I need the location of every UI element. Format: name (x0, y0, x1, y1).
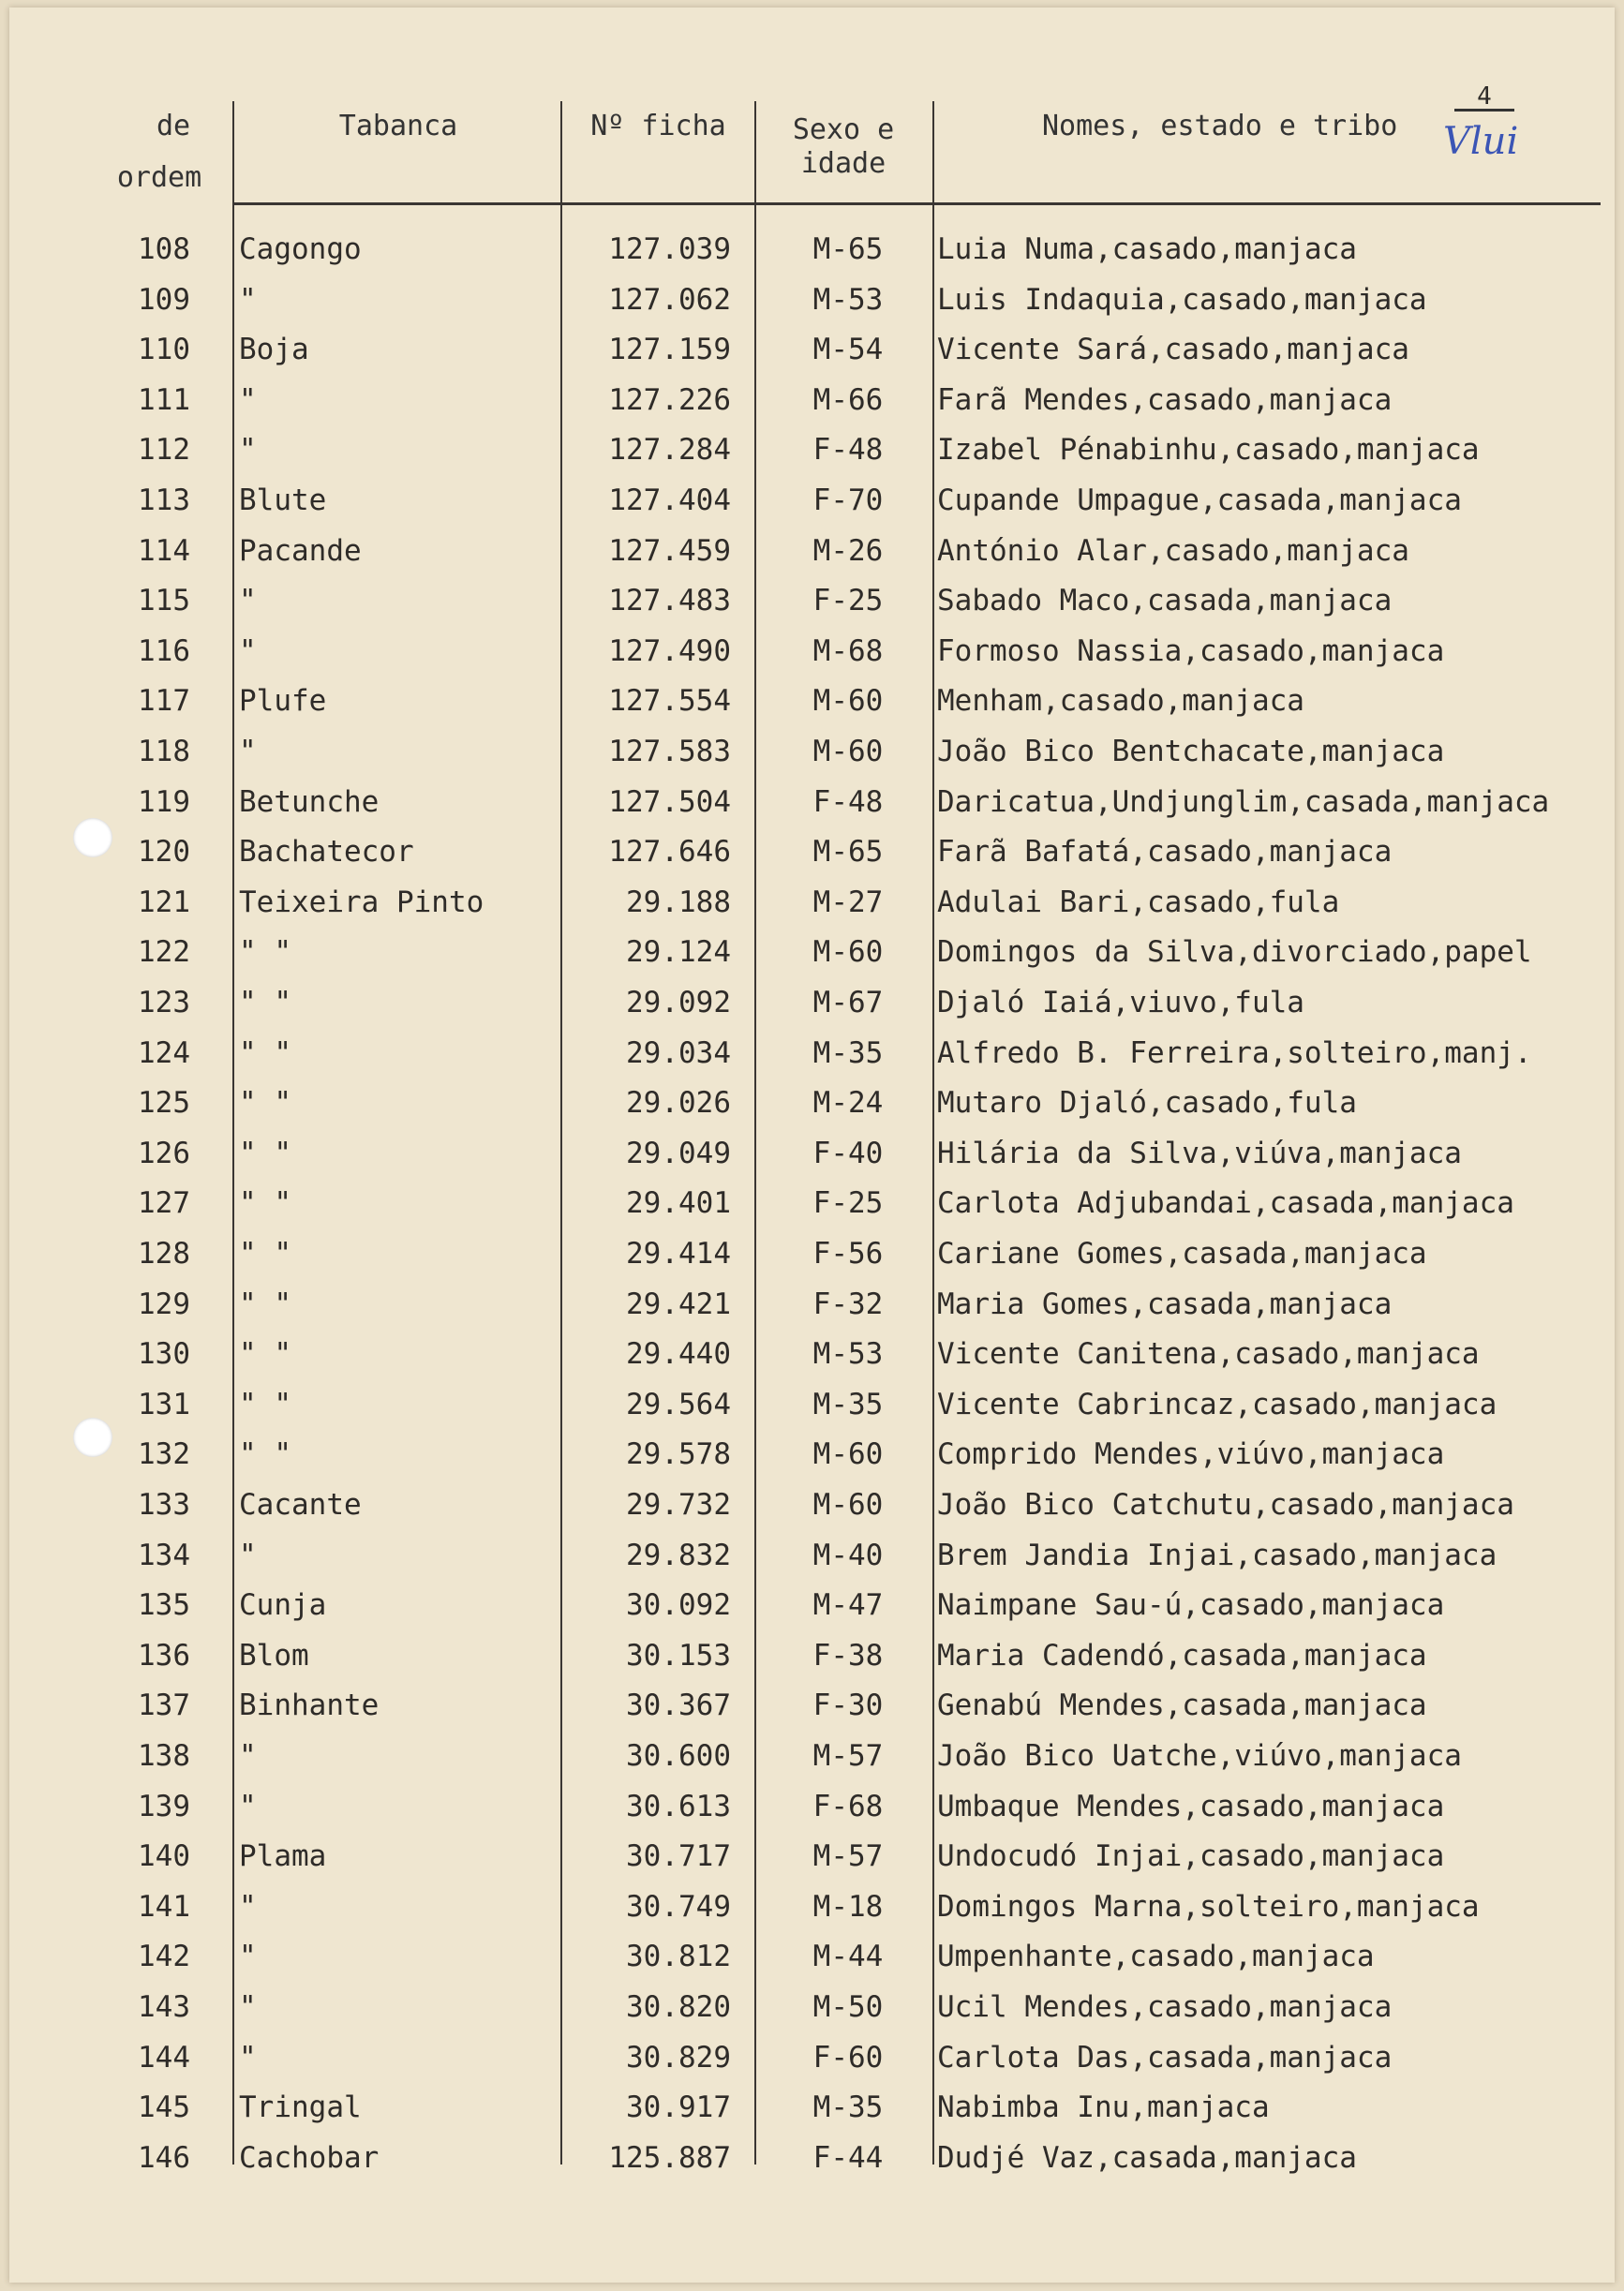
ficha-cell: 29.124 (626, 935, 731, 970)
table-row (9, 1681, 1615, 1732)
table-row (9, 1732, 1615, 1782)
sexo-idade-cell: M-44 (812, 1940, 884, 1974)
ficha-cell: 127.062 (608, 282, 731, 317)
sexo-idade-cell: M-27 (812, 885, 884, 919)
row-number: 114 (138, 533, 190, 568)
tabanca-cell: " " (239, 1237, 291, 1271)
row-number: 127 (138, 1186, 190, 1221)
sexo-idade-cell: M-57 (812, 1839, 884, 1874)
sexo-idade-cell: M-65 (812, 835, 884, 870)
table-row (9, 1882, 1615, 1933)
tabanca-cell: " (239, 433, 257, 468)
table-row (9, 2083, 1615, 2134)
sexo-idade-cell: M-67 (812, 986, 884, 1019)
ficha-cell: 29.732 (626, 1488, 731, 1522)
tabanca-cell: " " (239, 935, 291, 970)
header-ficha: Nº ficha (590, 110, 726, 142)
header-sexo-line1: Sexo e (792, 113, 895, 146)
nome-cell: Cariane Gomes,casada,manjaca (937, 1237, 1427, 1271)
sexo-idade-cell: M-57 (812, 1739, 884, 1773)
ficha-cell: 30.613 (626, 1789, 731, 1823)
header-sexo-line2: idade (800, 147, 886, 180)
table-row (9, 1280, 1615, 1331)
ficha-cell: 30.820 (626, 1990, 731, 2024)
header-order-line2: ordem (116, 161, 202, 194)
tabanca-cell: Cacante (239, 1488, 362, 1522)
table-row (9, 827, 1615, 878)
table-row (9, 627, 1615, 677)
row-number: 122 (138, 935, 190, 970)
table-row (9, 527, 1615, 577)
table-row (9, 1480, 1615, 1531)
tabanca-cell: " " (239, 1035, 291, 1070)
ficha-cell: 127.583 (608, 735, 731, 768)
row-number: 123 (138, 986, 190, 1019)
nome-cell: João Bico Bentchacate,manjaca (937, 735, 1445, 768)
sexo-idade-cell: F-48 (812, 784, 884, 819)
nome-cell: Umpenhante,casado,manjaca (937, 1940, 1375, 1974)
tabanca-cell: " " (239, 1387, 291, 1421)
table-row (9, 1832, 1615, 1882)
tabanca-cell: " (239, 1889, 257, 1924)
nome-cell: Adulai Bari,casado,fula (937, 885, 1340, 919)
table-row (9, 1079, 1615, 1129)
sexo-idade-cell: F-40 (812, 1136, 884, 1170)
ficha-cell: 125.887 (608, 2140, 731, 2175)
tabanca-cell: Cagongo (239, 232, 362, 266)
row-number: 138 (138, 1739, 190, 1773)
ficha-cell: 30.812 (626, 1940, 731, 1974)
tabanca-cell: Teixeira Pinto (239, 885, 484, 919)
tabanca-cell: " (239, 1739, 257, 1773)
ficha-cell: 127.490 (608, 633, 731, 668)
ficha-cell: 30.367 (626, 1688, 731, 1723)
tabanca-cell: " (239, 1990, 257, 2024)
header-rule (232, 202, 1601, 205)
sexo-idade-cell: F-56 (812, 1237, 884, 1271)
sexo-idade-cell: M-60 (812, 735, 884, 768)
tabanca-cell: Boja (239, 333, 309, 367)
table-row (9, 1631, 1615, 1682)
nome-cell: Izabel Pénabinhu,casado,manjaca (937, 433, 1480, 468)
row-number: 110 (138, 333, 190, 367)
sexo-idade-cell: M-47 (812, 1588, 884, 1623)
ficha-cell: 127.284 (608, 433, 731, 468)
ficha-cell: 29.421 (626, 1287, 731, 1321)
nome-cell: Umbaque Mendes,casado,manjaca (937, 1789, 1445, 1823)
table-row (9, 576, 1615, 627)
table-row (9, 1531, 1615, 1582)
tabanca-cell: Blom (239, 1638, 309, 1673)
tabanca-cell: " (239, 282, 257, 317)
nome-cell: António Alar,casado,manjaca (937, 533, 1409, 568)
table-row (9, 1229, 1615, 1280)
ficha-cell: 29.414 (626, 1237, 731, 1271)
row-number: 140 (138, 1839, 190, 1874)
table-row (9, 1581, 1615, 1631)
tabanca-cell: " (239, 633, 257, 668)
table-row (9, 1983, 1615, 2033)
row-number: 139 (138, 1789, 190, 1823)
header-order-line1: de (156, 110, 191, 142)
tabanca-cell: Cachobar (239, 2140, 380, 2175)
nome-cell: Genabú Mendes,casada,manjaca (937, 1688, 1427, 1723)
nome-cell: Dudjé Vaz,casada,manjaca (937, 2140, 1357, 2175)
sexo-idade-cell: M-60 (812, 935, 884, 970)
row-number: 141 (138, 1889, 190, 1924)
table-row (9, 2033, 1615, 2084)
row-number: 134 (138, 1538, 190, 1572)
tabanca-cell: " " (239, 1287, 291, 1321)
nome-cell: João Bico Uatche,viúvo,manjaca (937, 1739, 1462, 1773)
row-number: 137 (138, 1688, 190, 1723)
ficha-cell: 127.404 (608, 483, 731, 517)
ficha-cell: 127.226 (608, 382, 731, 417)
sexo-idade-cell: F-25 (812, 1186, 884, 1221)
table-row (9, 778, 1615, 828)
sexo-idade-cell: M-68 (812, 633, 884, 668)
tabanca-cell: " " (239, 1337, 291, 1372)
sexo-idade-cell: F-44 (812, 2140, 884, 2175)
table-row (9, 476, 1615, 527)
table-row (9, 325, 1615, 376)
sexo-idade-cell: F-38 (812, 1638, 884, 1673)
nome-cell: Luis Indaquia,casado,manjaca (937, 282, 1427, 317)
tabanca-cell: Tringal (239, 2090, 362, 2125)
nome-cell: Luia Numa,casado,manjaca (937, 232, 1357, 266)
row-number: 116 (138, 633, 190, 668)
nome-cell: Domingos Marna,solteiro,manjaca (937, 1889, 1480, 1924)
nome-cell: Naimpane Sau-ú,casado,manjaca (937, 1588, 1445, 1623)
ficha-cell: 30.749 (626, 1889, 731, 1924)
ficha-cell: 29.049 (626, 1136, 731, 1170)
sexo-idade-cell: M-60 (812, 1437, 884, 1472)
row-number: 133 (138, 1488, 190, 1522)
nome-cell: Cupande Umpague,casada,manjaca (937, 483, 1462, 517)
ficha-cell: 29.832 (626, 1538, 731, 1572)
sexo-idade-cell: M-26 (812, 533, 884, 568)
row-number: 129 (138, 1287, 190, 1321)
tabanca-cell: " (239, 735, 257, 768)
table-row (9, 1380, 1615, 1431)
tabanca-cell: Plufe (239, 684, 327, 719)
sexo-idade-cell: M-65 (812, 232, 884, 266)
table-row (9, 376, 1615, 426)
row-number: 109 (138, 282, 190, 317)
row-number: 131 (138, 1387, 190, 1421)
ficha-cell: 29.401 (626, 1186, 731, 1221)
nome-cell: Maria Gomes,casada,manjaca (937, 1287, 1393, 1321)
ficha-cell: 29.092 (626, 986, 731, 1019)
sexo-idade-cell: F-25 (812, 584, 884, 618)
sexo-idade-cell: M-24 (812, 1086, 884, 1121)
tabanca-cell: Blute (239, 483, 327, 517)
nome-cell: Menham,casado,manjaca (937, 684, 1304, 719)
ficha-cell: 127.483 (608, 584, 731, 618)
sexo-idade-cell: F-68 (812, 1789, 884, 1823)
nome-cell: Alfredo B. Ferreira,solteiro,manj. (937, 1035, 1532, 1070)
table-row (9, 225, 1615, 275)
sexo-idade-cell: M-60 (812, 684, 884, 719)
tabanca-cell: Betunche (239, 784, 380, 819)
table-row (9, 1179, 1615, 1229)
row-number: 111 (138, 382, 190, 417)
ficha-cell: 29.026 (626, 1086, 731, 1121)
ficha-cell: 30.153 (626, 1638, 731, 1673)
sexo-idade-cell: M-18 (812, 1889, 884, 1924)
sexo-idade-cell: M-66 (812, 382, 884, 417)
nome-cell: Mutaro Djaló,casado,fula (937, 1086, 1357, 1121)
table-row (9, 2134, 1615, 2184)
tabanca-cell: " " (239, 1186, 291, 1221)
ficha-cell: 127.646 (608, 835, 731, 870)
header-tabanca: Tabanca (338, 110, 458, 142)
row-number: 108 (138, 232, 190, 266)
row-number: 130 (138, 1337, 190, 1372)
ficha-cell: 127.504 (608, 784, 731, 819)
nome-cell: Hilária da Silva,viúva,manjaca (937, 1136, 1462, 1170)
ficha-cell: 30.829 (626, 2040, 731, 2075)
sexo-idade-cell: F-30 (812, 1688, 884, 1723)
nome-cell: Vicente Cabrincaz,casado,manjaca (937, 1387, 1497, 1421)
table-row (9, 425, 1615, 476)
ficha-cell: 30.600 (626, 1739, 731, 1773)
document-page (9, 7, 1615, 2283)
ficha-cell: 30.917 (626, 2090, 731, 2125)
table-row (9, 878, 1615, 929)
sexo-idade-cell: F-60 (812, 2040, 884, 2075)
table-row (9, 1129, 1615, 1180)
table-row (9, 275, 1615, 326)
tabanca-cell: Binhante (239, 1688, 380, 1723)
ficha-cell: 127.554 (608, 684, 731, 719)
sexo-idade-cell: M-35 (812, 1035, 884, 1070)
nome-cell: Ucil Mendes,casado,manjaca (937, 1990, 1393, 2024)
ficha-cell: 30.092 (626, 1588, 731, 1623)
row-number: 112 (138, 433, 190, 468)
tabanca-cell: " " (239, 986, 291, 1019)
nome-cell: João Bico Catchutu,casado,manjaca (937, 1488, 1514, 1522)
nome-cell: Undocudó Injai,casado,manjaca (937, 1839, 1445, 1874)
nome-cell: Formoso Nassia,casado,manjaca (937, 633, 1445, 668)
table-row (9, 928, 1615, 978)
ficha-cell: 127.459 (608, 533, 731, 568)
row-number: 142 (138, 1940, 190, 1974)
table-row (9, 1330, 1615, 1380)
row-number: 121 (138, 885, 190, 919)
ficha-cell: 29.564 (626, 1387, 731, 1421)
row-number: 132 (138, 1437, 190, 1472)
table-row (9, 978, 1615, 1029)
row-number: 126 (138, 1136, 190, 1170)
row-number: 128 (138, 1237, 190, 1271)
ficha-cell: 29.188 (626, 885, 731, 919)
tabanca-cell: " (239, 1940, 257, 1974)
table-row (9, 1782, 1615, 1833)
row-number: 115 (138, 584, 190, 618)
tabanca-cell: Cunja (239, 1588, 327, 1623)
nome-cell: Carlota Adjubandai,casada,manjaca (937, 1186, 1514, 1221)
ficha-cell: 127.039 (608, 232, 731, 266)
nome-cell: Comprido Mendes,viúvo,manjaca (937, 1437, 1445, 1472)
row-number: 117 (138, 684, 190, 719)
ficha-cell: 29.034 (626, 1035, 731, 1070)
sexo-idade-cell: M-35 (812, 1387, 884, 1421)
row-number: 120 (138, 835, 190, 870)
table-row (9, 1430, 1615, 1480)
tabanca-cell: " " (239, 1136, 291, 1170)
table-row (9, 727, 1615, 778)
nome-cell: Nabimba Inu,manjaca (937, 2090, 1270, 2125)
tabanca-cell: " (239, 2040, 257, 2075)
row-number: 143 (138, 1990, 190, 2024)
page-number: 4 (1454, 84, 1514, 112)
sexo-idade-cell: F-48 (812, 433, 884, 468)
tabanca-cell: " (239, 584, 257, 618)
ficha-cell: 29.440 (626, 1337, 731, 1372)
table-row (9, 1932, 1615, 1983)
handwritten-initials: Vlui (1443, 120, 1519, 163)
row-number: 125 (138, 1086, 190, 1121)
row-number: 144 (138, 2040, 190, 2075)
nome-cell: Farã Bafatá,casado,manjaca (937, 835, 1393, 870)
nome-cell: Carlota Das,casada,manjaca (937, 2040, 1393, 2075)
ficha-cell: 127.159 (608, 333, 731, 367)
nome-cell: Domingos da Silva,divorciado,papel (937, 935, 1532, 970)
tabanca-cell: " " (239, 1437, 291, 1472)
ficha-cell: 29.578 (626, 1437, 731, 1472)
nome-cell: Vicente Canitena,casado,manjaca (937, 1337, 1480, 1372)
nome-cell: Djaló Iaiá,viuvo,fula (937, 986, 1304, 1019)
sexo-idade-cell: F-32 (812, 1287, 884, 1321)
nome-cell: Daricatua,Undjunglim,casada,manjaca (937, 784, 1550, 819)
tabanca-cell: " (239, 1789, 257, 1823)
row-number: 119 (138, 784, 190, 819)
sexo-idade-cell: M-53 (812, 282, 884, 317)
row-number: 135 (138, 1588, 190, 1623)
tabanca-cell: " (239, 1538, 257, 1572)
tabanca-cell: " (239, 382, 257, 417)
tabanca-cell: Plama (239, 1839, 327, 1874)
row-number: 124 (138, 1035, 190, 1070)
sexo-idade-cell: M-54 (812, 333, 884, 367)
sexo-idade-cell: M-40 (812, 1538, 884, 1572)
table-row (9, 677, 1615, 727)
row-number: 113 (138, 483, 190, 517)
table-row (9, 1029, 1615, 1079)
nome-cell: Farã Mendes,casado,manjaca (937, 382, 1393, 417)
row-number: 146 (138, 2140, 190, 2175)
tabanca-cell: Pacande (239, 533, 362, 568)
tabanca-cell: " " (239, 1086, 291, 1121)
header-nomes: Nomes, estado e tribo (1042, 110, 1398, 142)
row-number: 118 (138, 735, 190, 768)
nome-cell: Brem Jandia Injai,casado,manjaca (937, 1538, 1497, 1572)
sexo-idade-cell: F-70 (812, 483, 884, 517)
nome-cell: Vicente Sará,casado,manjaca (937, 333, 1409, 367)
ficha-cell: 30.717 (626, 1839, 731, 1874)
sexo-idade-cell: M-60 (812, 1488, 884, 1522)
nome-cell: Maria Cadendó,casada,manjaca (937, 1638, 1427, 1673)
nome-cell: Sabado Maco,casada,manjaca (937, 584, 1393, 618)
row-number: 136 (138, 1638, 190, 1673)
row-number: 145 (138, 2090, 190, 2125)
sexo-idade-cell: M-50 (812, 1990, 884, 2024)
sexo-idade-cell: M-53 (812, 1337, 884, 1372)
tabanca-cell: Bachatecor (239, 835, 414, 870)
sexo-idade-cell: M-35 (812, 2090, 884, 2125)
